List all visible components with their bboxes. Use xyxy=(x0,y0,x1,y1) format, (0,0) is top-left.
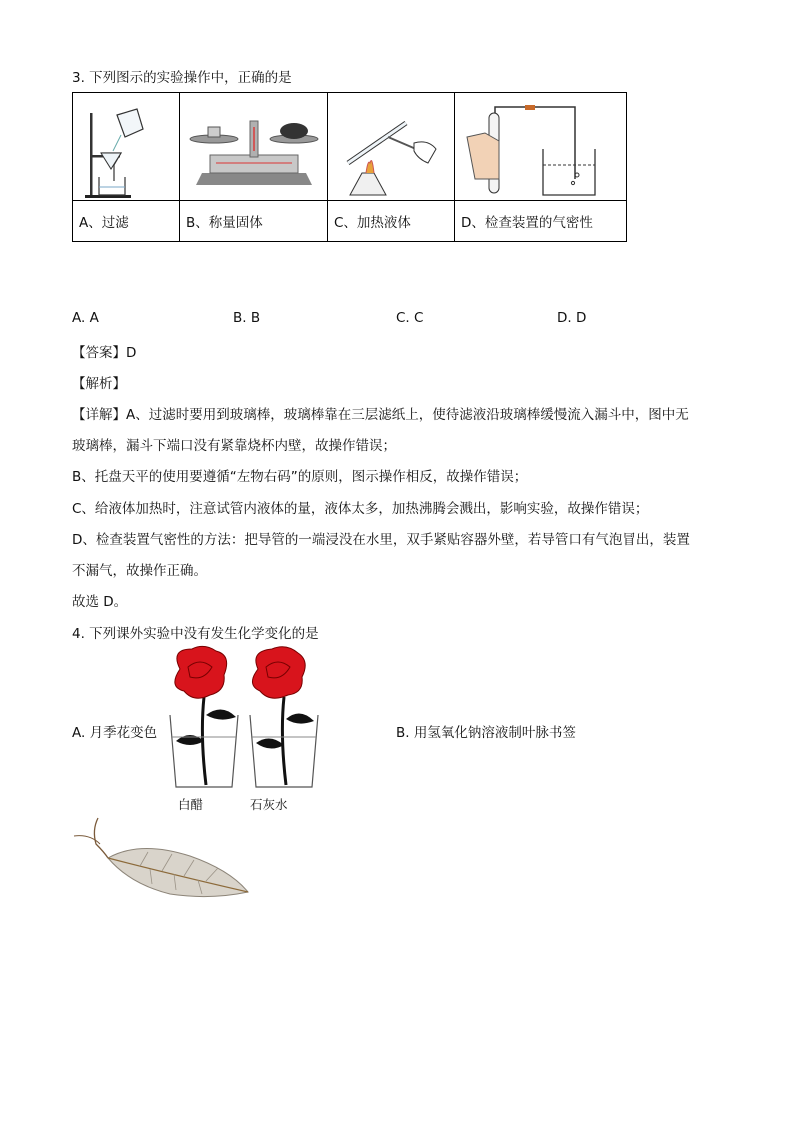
q4-option-b: B. 用氢氧化钠溶液制叶脉书签 xyxy=(396,725,576,741)
detail-line: 故选 D。 xyxy=(72,594,128,610)
detail-line: B、托盘天平的使用要遵循“左物右码”的原则，图示操作相反，故操作错误； xyxy=(72,469,528,485)
q3-stem: 3. 下列图示的实验操作中，正确的是 xyxy=(72,70,292,86)
cell-a-label: A、过滤 xyxy=(73,201,180,242)
detail-line: D、检查装置气密性的方法：把导管的一端浸没在水里，双手紧贴容器外壁，若导管口有气泡冒出，装置 xyxy=(72,532,690,548)
option-a: A. A xyxy=(72,310,99,326)
rose-in-cup-icon xyxy=(160,645,320,790)
option-b: B. B xyxy=(233,310,261,326)
q3-figure-table xyxy=(72,92,627,242)
detail-line: 不漏气，故操作正确。 xyxy=(72,563,207,579)
cell-a-image xyxy=(73,93,180,201)
cell-d-label: D、检查装置的气密性 xyxy=(455,201,627,242)
detail-line: C、给液体加热时，注意试管内液体的量，液体太多，加热沸腾会溅出，影响实验，故操作错误； xyxy=(72,501,649,517)
analysis-title: 【解析】 xyxy=(72,376,126,392)
q4-stem: 4. 下列课外实验中没有发生化学变化的是 xyxy=(72,626,319,642)
airtightness-check-icon xyxy=(455,93,626,200)
skeleton-leaf-icon xyxy=(70,814,252,904)
balance-scale-icon xyxy=(180,93,327,200)
cell-b-image xyxy=(180,93,328,201)
q4-option-a: A. 月季花变色 xyxy=(72,725,158,741)
detail-line: 【详解】A、过滤时要用到玻璃棒，玻璃棒靠在三层滤纸上，使待滤液沿玻璃棒缓慢流入漏斗中，图中无 xyxy=(72,407,689,423)
detail-line: 玻璃棒，漏斗下端口没有紧靠烧杯内壁，故操作错误； xyxy=(72,438,396,454)
filtration-apparatus-icon xyxy=(73,93,179,200)
answer-line: 【答案】D xyxy=(72,345,137,361)
option-d: D. D xyxy=(557,310,587,326)
cell-c-image xyxy=(328,93,455,201)
option-c: C. C xyxy=(396,310,424,326)
heating-test-tube-icon xyxy=(328,93,454,200)
cup-label-limewater: 石灰水 xyxy=(250,797,288,812)
cell-c-label: C、加热液体 xyxy=(328,201,455,242)
cell-d-image xyxy=(455,93,627,201)
cell-b-label: B、称量固体 xyxy=(180,201,328,242)
cup-label-vinegar: 白醋 xyxy=(178,797,204,812)
